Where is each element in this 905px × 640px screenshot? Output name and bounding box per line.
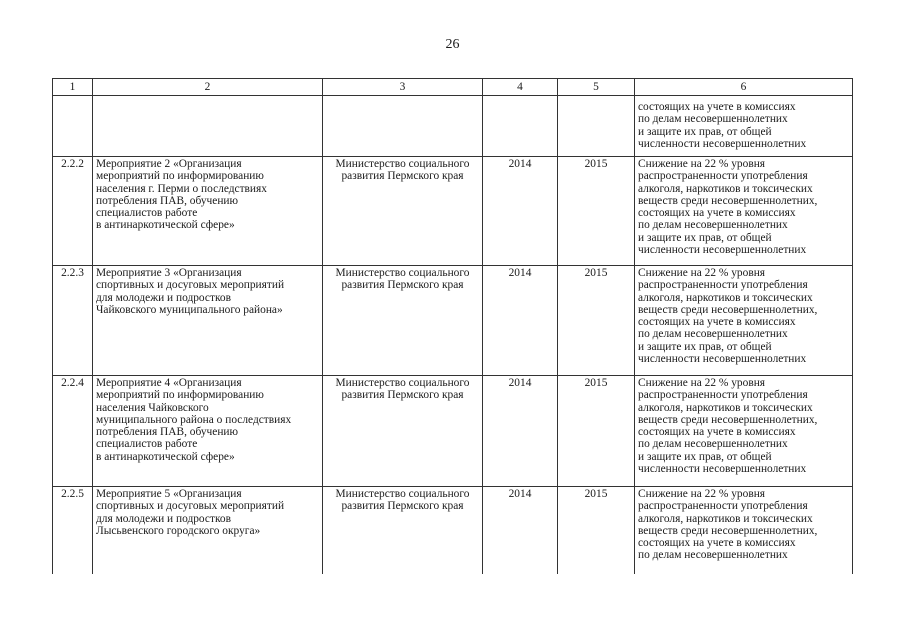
cell-start-year: 2014 — [483, 266, 558, 376]
text-line: алкоголя, наркотиков и токсических — [638, 401, 813, 414]
cell-result — [635, 376, 853, 487]
text-line: веществ среди несовершеннолетних, — [638, 194, 818, 207]
column-header-1: 1 — [53, 79, 93, 96]
text-line: мероприятий по информированию — [96, 389, 264, 402]
result-lines — [638, 97, 849, 150]
text-line: Мероприятие 2 «Организация — [96, 158, 242, 170]
text-line: распространенности употребления — [638, 279, 808, 292]
text-line: распространенности употребления — [638, 170, 808, 183]
text-line: мероприятий по информированию — [96, 170, 264, 183]
cell-executor — [323, 487, 483, 575]
cell-end-year — [558, 96, 635, 157]
text-line: по делам несовершеннолетних — [638, 219, 788, 232]
text-line: населения г. Перми о последствиях — [96, 182, 267, 195]
text-line: и защите их прав, от общей — [638, 231, 772, 244]
text-line: по делам несовершеннолетних — [638, 438, 788, 451]
text-line: веществ среди несовершеннолетних, — [638, 524, 818, 537]
text-line: Снижение на 22 % уровня — [638, 377, 766, 389]
text-line: состоящих на учете в комиссиях — [638, 426, 796, 439]
text-line: состоящих на учете в комиссиях — [638, 207, 796, 220]
text-line: Министерство социального — [335, 488, 470, 500]
text-line: численности несовершеннолетних — [638, 353, 807, 366]
cell-name — [93, 96, 323, 157]
text-line: численности несовершеннолетних — [638, 137, 807, 150]
cell-executor — [323, 266, 483, 376]
cell-result — [635, 157, 853, 266]
text-line: алкоголя, наркотиков и токсических — [638, 182, 813, 195]
text-line: и защите их прав, от общей — [638, 340, 772, 353]
cell-name — [93, 376, 323, 487]
table-row — [53, 266, 853, 376]
text-line: и защите их прав, от общей — [638, 450, 772, 463]
cell-end-year: 2015 — [558, 266, 635, 376]
cell-name — [93, 487, 323, 575]
text-line: в антинаркотической сфере» — [96, 450, 235, 463]
text-line: для молодежи и подростков — [96, 291, 231, 304]
text-line: спортивных и досуговых мероприятий — [96, 500, 285, 513]
text-line: состоящих на учете в комиссиях — [638, 537, 796, 550]
text-line: Снижение на 22 % уровня — [638, 488, 766, 500]
text-line: для молодежи и подростков — [96, 512, 231, 525]
column-header-5: 5 — [558, 79, 635, 96]
text-line: распространенности употребления — [638, 389, 808, 402]
cell-num: 2.2.5 — [53, 487, 93, 575]
text-line: населения Чайковского — [96, 401, 209, 414]
text-line: состоящих на учете в комиссиях — [638, 101, 796, 113]
text-line: численности несовершеннолетних — [638, 463, 807, 476]
text-line: потребления ПАВ, обучению — [96, 194, 239, 207]
text-line: Мероприятие 5 «Организация — [96, 488, 242, 500]
cell-result — [635, 487, 853, 575]
text-line: в антинаркотической сфере» — [96, 219, 235, 232]
cell-start-year: 2014 — [483, 376, 558, 487]
text-line: Мероприятие 4 «Организация — [96, 377, 242, 389]
table-row — [53, 157, 853, 266]
text-line: Лысьвенского городского округа» — [96, 524, 261, 537]
text-line: алкоголя, наркотиков и токсических — [638, 291, 813, 304]
column-header-2: 2 — [93, 79, 323, 96]
cell-executor — [323, 157, 483, 266]
text-line: по делам несовершеннолетних — [638, 328, 788, 341]
text-line: алкоголя, наркотиков и токсических — [638, 512, 813, 525]
cell-name — [93, 157, 323, 266]
cell-result — [635, 266, 853, 376]
text-line: Снижение на 22 % уровня — [638, 267, 766, 279]
column-header-4: 4 — [483, 79, 558, 96]
cell-end-year: 2015 — [558, 157, 635, 266]
table-header-row — [53, 79, 853, 96]
cell-start-year — [483, 96, 558, 157]
text-line: развития Пермского края — [341, 279, 464, 292]
cell-result — [635, 96, 853, 157]
text-line: и защите их прав, от общей — [638, 125, 772, 138]
page-number: 26 — [445, 37, 460, 52]
text-line: Министерство социального — [335, 377, 470, 389]
text-line: муниципального района о последствиях — [96, 413, 292, 426]
text-line: Чайковского муниципального района» — [96, 303, 283, 316]
cell-name — [93, 266, 323, 376]
table-row-continuation — [53, 96, 853, 157]
cell-num: 2.2.3 — [53, 266, 93, 376]
column-header-3: 3 — [323, 79, 483, 96]
text-line: специалистов работе — [96, 207, 198, 220]
text-line: развития Пермского края — [341, 170, 464, 183]
table-row — [53, 487, 853, 575]
cell-num: 2.2.2 — [53, 157, 93, 266]
cell-start-year: 2014 — [483, 487, 558, 575]
cell-num — [53, 96, 93, 157]
text-line: численности несовершеннолетних — [638, 244, 807, 257]
column-header-6: 6 — [635, 79, 853, 96]
text-line: Мероприятие 3 «Организация — [96, 267, 242, 279]
text-line: Снижение на 22 % уровня — [638, 158, 766, 170]
cell-executor — [323, 376, 483, 487]
text-line: спортивных и досуговых мероприятий — [96, 279, 285, 292]
text-line: потребления ПАВ, обучению — [96, 426, 239, 439]
cell-start-year: 2014 — [483, 157, 558, 266]
text-line: развития Пермского края — [341, 389, 464, 402]
text-line: специалистов работе — [96, 438, 198, 451]
text-line: по делам несовершеннолетних — [638, 113, 788, 126]
cell-end-year: 2015 — [558, 376, 635, 487]
text-line: состоящих на учете в комиссиях — [638, 316, 796, 329]
text-line: Министерство социального — [335, 158, 470, 170]
cell-end-year: 2015 — [558, 487, 635, 575]
text-line: веществ среди несовершеннолетних, — [638, 303, 818, 316]
text-line: Министерство социального — [335, 267, 470, 279]
measures-table — [52, 78, 853, 574]
text-line: веществ среди несовершеннолетних, — [638, 413, 818, 426]
text-line: развития Пермского края — [341, 500, 464, 513]
text-line: по делам несовершеннолетних — [638, 549, 788, 562]
text-line: распространенности употребления — [638, 500, 808, 513]
cell-executor — [323, 96, 483, 157]
table-row — [53, 376, 853, 487]
cell-num: 2.2.4 — [53, 376, 93, 487]
